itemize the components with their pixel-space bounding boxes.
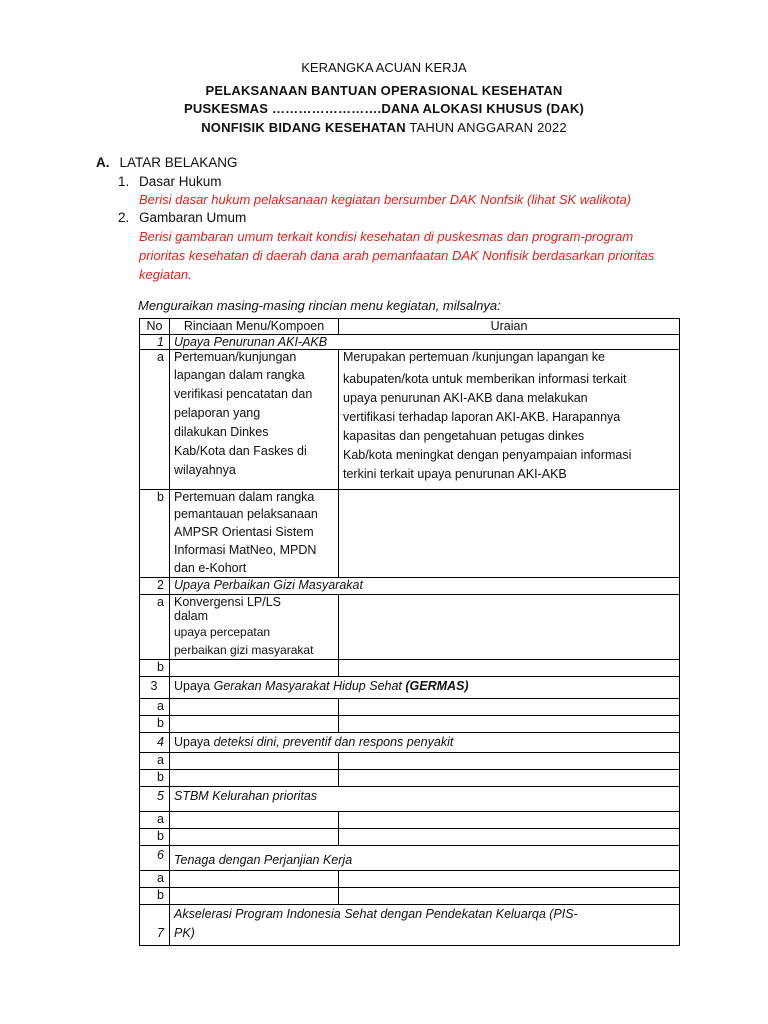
row-menu: Upaya Perbaikan Gizi Masyarakat <box>170 578 680 595</box>
table-row <box>140 490 680 578</box>
table-row <box>140 812 680 829</box>
menu-prefix: Upaya <box>174 679 214 693</box>
document-subtitle-line-3 <box>0 120 768 135</box>
row-menu <box>170 871 339 888</box>
row-number: 7 <box>140 905 170 946</box>
item-title-gambaran-umum: Gambaran Umum <box>139 210 247 225</box>
menu-line: upaya percepatan <box>174 625 271 639</box>
row-letter: b <box>140 770 170 787</box>
note-line: kegiatan. <box>139 267 192 282</box>
row-menu <box>170 699 339 716</box>
menu-italic: deteksi dini, preventif dan respons penyakit <box>213 735 454 749</box>
menu-line: dan e-Kohort <box>174 561 247 575</box>
row-description <box>339 660 680 677</box>
row-description <box>339 770 680 787</box>
row-letter: b <box>140 490 170 578</box>
row-menu: STBM Kelurahan prioritas <box>170 787 680 812</box>
row-letter: a <box>140 812 170 829</box>
table-row <box>140 753 680 770</box>
menu-activity-table <box>139 318 680 946</box>
menu-bold: (GERMAS) <box>405 679 469 693</box>
row-letter: a <box>140 753 170 770</box>
table-row <box>140 660 680 677</box>
menu-line: perbaikan gizi masyarakat <box>174 643 314 657</box>
desc-line: kabupaten/kota untuk memberikan informasi terkait <box>343 372 627 386</box>
row-letter: b <box>140 716 170 733</box>
menu-line: verifikasi pencatatan dan <box>174 387 313 401</box>
row-menu <box>170 753 339 770</box>
row-number: 3 <box>140 677 170 699</box>
table-header-row <box>140 319 680 335</box>
row-letter: a <box>140 595 170 660</box>
item-note-gambaran-umum <box>139 227 679 284</box>
row-menu <box>170 350 339 490</box>
section-title: LATAR BELAKANG <box>119 155 238 170</box>
section-letter: A. <box>96 155 110 170</box>
table-row <box>140 905 680 946</box>
row-menu <box>170 677 680 699</box>
table-row <box>140 888 680 905</box>
menu-line: PK) <box>174 926 195 940</box>
menu-line: Informasi MatNeo, MPDN <box>174 543 317 557</box>
menu-line: dilakukan Dinkes <box>174 425 269 439</box>
row-menu <box>170 770 339 787</box>
row-menu <box>170 888 339 905</box>
table-row <box>140 350 680 490</box>
desc-line: terkini terkait upaya penurunan AKI-AKB <box>343 467 567 481</box>
menu-line: pelaporan yang <box>174 406 261 420</box>
table-row <box>140 871 680 888</box>
row-description <box>339 595 680 660</box>
table-row <box>140 578 680 595</box>
row-description <box>339 699 680 716</box>
row-letter: a <box>140 699 170 716</box>
row-description <box>339 350 680 490</box>
row-menu <box>170 716 339 733</box>
menu-line: dalam <box>174 609 209 623</box>
row-number: 1 <box>140 335 170 350</box>
item-note-dasar-hukum: Berisi dasar hukum pelaksanaan kegiatan bersumber DAK Nonfsik (lihat SK walikota) <box>139 192 632 207</box>
menu-italic: Gerakan Masyarakat Hidup Sehat <box>213 679 406 693</box>
note-line: Berisi gambaran umum terkait kondisi kesehatan di puskesmas dan program-program <box>139 229 634 244</box>
menu-line: AMPSR Orientasi Sistem <box>174 525 314 539</box>
row-description <box>339 716 680 733</box>
row-description <box>339 888 680 905</box>
row-menu <box>170 829 339 846</box>
menu-line: Konvergensi LP/LS <box>174 595 282 609</box>
table-row <box>140 677 680 699</box>
document-subtitle-line-2: PUSKESMAS …………………….DANA ALOKASI KHUSUS (DAK) <box>183 101 584 116</box>
row-menu <box>170 733 680 753</box>
row-letter: a <box>140 350 170 490</box>
row-menu <box>170 490 339 578</box>
row-number: 2 <box>140 578 170 595</box>
desc-line: Merupakan pertemuan /kunjungan lapangan ke <box>343 350 605 364</box>
row-letter: b <box>140 829 170 846</box>
table-row <box>140 787 680 812</box>
subtitle-bold-part: NONFISIK BIDANG KESEHATAN <box>201 120 406 135</box>
note-line: prioritas kesehatan di daerah dana arah pemanfaatan DAK Nonfisik berdasarkan prioritas <box>139 248 655 263</box>
header-uraian: Uraian <box>339 319 680 335</box>
menu-line: Akselerasi Program Indonesia Sehat dengan Pendekatan Keluarqa (PIS- <box>174 907 578 921</box>
row-number: 6 <box>140 846 170 871</box>
menu-line: lapangan dalam rangka <box>174 368 305 382</box>
menu-line: pemantauan pelaksanaan <box>174 507 318 521</box>
header-no: No <box>140 319 170 335</box>
document-subtitle-line-1: PELAKSANAAN BANTUAN OPERASIONAL KESEHATAN <box>205 83 563 98</box>
section-heading <box>96 155 238 170</box>
desc-line: Kab/kota meningkat dengan penyampaian informasi <box>343 448 632 462</box>
table-row <box>140 716 680 733</box>
row-letter: b <box>140 888 170 905</box>
desc-line: upaya penurunan AKI-AKB dana melakukan <box>343 391 588 405</box>
row-description <box>339 753 680 770</box>
desc-line: vertifikasi terhadap laporan AKI-AKB. Harapannya <box>343 410 621 424</box>
subtitle-normal-part: TAHUN ANGGARAN 2022 <box>405 120 567 135</box>
table-row <box>140 770 680 787</box>
row-letter: b <box>140 660 170 677</box>
table-intro-text: Menguraikan masing-masing rincian menu kegiatan, milsalnya: <box>138 298 501 313</box>
table-row <box>140 846 680 871</box>
table-row <box>140 335 680 350</box>
menu-line: Pertemuan dalam rangka <box>174 490 315 504</box>
menu-line: Kab/Kota dan Faskes di <box>174 444 307 458</box>
row-menu <box>170 905 680 946</box>
item-title-dasar-hukum: Dasar Hukum <box>139 174 222 189</box>
menu-line: Pertemuan/kunjungan <box>174 350 297 364</box>
table-row <box>140 733 680 753</box>
item-number-2: 2. <box>118 210 130 225</box>
row-description <box>339 490 680 578</box>
table-row <box>140 595 680 660</box>
table-row <box>140 699 680 716</box>
row-description <box>339 871 680 888</box>
row-description <box>339 812 680 829</box>
item-number-1: 1. <box>118 174 130 189</box>
row-menu: Tenaga dengan Perjanjian Kerja <box>170 846 680 871</box>
desc-line: kapasitas dan pengetahuan petugas dinkes <box>343 429 585 443</box>
row-number: 5 <box>140 787 170 812</box>
header-menu: Rinciaan Menu/Kompoen <box>170 319 339 335</box>
menu-prefix: Upaya <box>174 735 214 749</box>
row-number: 4 <box>140 733 170 753</box>
row-menu <box>170 595 339 660</box>
row-menu <box>170 660 339 677</box>
table-row <box>140 829 680 846</box>
menu-line: wilayahnya <box>174 463 236 477</box>
row-menu: Upaya Penurunan AKI-AKB <box>170 335 680 350</box>
document-title: KERANGKA ACUAN KERJA <box>301 60 467 75</box>
row-letter: a <box>140 871 170 888</box>
row-description <box>339 829 680 846</box>
row-menu <box>170 812 339 829</box>
